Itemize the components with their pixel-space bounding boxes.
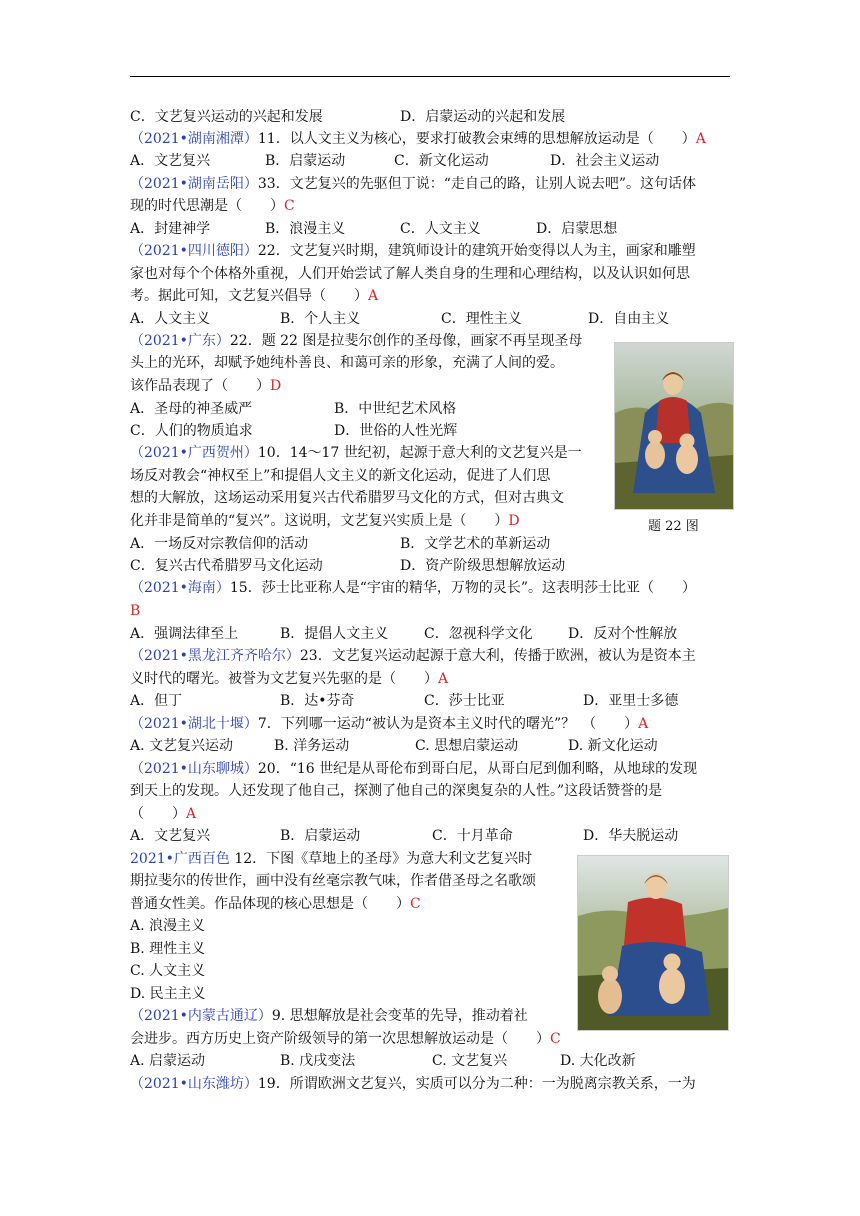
question-text: 9. 思想解放是社会变革的先导，推动着社: [271, 1008, 528, 1024]
answer-option: B．个人主义: [280, 311, 361, 327]
answer-option: D．启蒙运动的兴起和发展: [400, 109, 566, 125]
text-line: [130, 511, 520, 531]
question-source: （2021•四川德阳）: [130, 243, 258, 259]
text-line: [130, 264, 690, 284]
text-line: [130, 871, 536, 891]
answer-option: A．圣母的神圣威严: [130, 401, 253, 417]
answer-option: A. 文艺复兴运动: [130, 738, 234, 754]
question-source: （2021•黑龙江齐齐哈尔）: [130, 648, 300, 664]
text-line: [130, 714, 648, 734]
question-source: （2021•湖南岳阳）: [130, 176, 258, 192]
answer-option: A．封建神学: [130, 221, 211, 237]
question-text: 义时代的曙光。被誉为文艺复兴先驱的是（ ）: [130, 671, 438, 687]
text-line: [130, 939, 205, 959]
question-text: 该作品表现了（ ）: [130, 378, 270, 394]
question-source: （2021•湖北十堰）: [130, 716, 258, 732]
question-text: D. 民主主义: [130, 986, 206, 1002]
text-line: [130, 781, 662, 801]
answer-key: A: [695, 131, 706, 147]
answer-key: A: [438, 671, 449, 687]
question-text: 场反对教会“神权至上”和提倡人文主义的新文化运动，促进了人们思: [130, 468, 551, 484]
text-line: [130, 759, 697, 779]
answer-option: B．浪漫主义: [265, 221, 346, 237]
answer-option: C．十月革命: [432, 828, 513, 844]
text-line: [130, 601, 140, 621]
answer-option: D．自由主义: [588, 311, 670, 327]
text-line: [130, 669, 448, 689]
answer-option: D. 新文化运动: [568, 738, 658, 754]
madonna-goldfinch-painting: [614, 342, 734, 510]
question-text: 7．下列哪一运动“被认为是资本主义时代的曙光”？ （ ）: [257, 716, 639, 732]
answer-option: A．文艺复兴: [130, 828, 211, 844]
answer-option: D．资产阶级思想解放运动: [400, 558, 566, 574]
question-text: 11．以人文主义为核心，要求打破教会束缚的思想解放运动是（ ）: [257, 131, 696, 147]
answer-option: B. 洋务运动: [274, 738, 350, 754]
text-line: [130, 353, 564, 373]
answer-option: A．强调法律至上: [130, 626, 239, 642]
answer-option: C．人文主义: [400, 221, 481, 237]
question-text: 头上的光环，却赋予她纯朴善良、和蔼可亲的形象，充满了人间的爱。: [130, 355, 564, 371]
text-line: [130, 1074, 696, 1094]
answer-option: D．亚里士多德: [583, 693, 679, 709]
answer-option: D. 大化改新: [560, 1053, 636, 1069]
answer-option: A．但丁: [130, 693, 183, 709]
answer-option: D．社会主义运动: [550, 153, 660, 169]
answer-option: B．中世纪艺术风格: [334, 401, 457, 417]
question-text: 19．所谓欧洲文艺复兴，实质可以分为二种：一为脱离宗教关系，一为: [257, 1076, 696, 1092]
answer-option: A．文艺复兴: [130, 153, 211, 169]
answer-option: C. 思想启蒙运动: [415, 738, 519, 754]
text-line: [130, 578, 696, 598]
answer-option: A．一场反对宗教信仰的活动: [130, 536, 309, 552]
text-line: [130, 646, 696, 666]
answer-option: C．新文化运动: [394, 153, 489, 169]
question-text: 考。据此可知，文艺复兴倡导（ ）: [130, 288, 368, 304]
text-line: [130, 196, 295, 216]
answer-option: D．启蒙思想: [536, 221, 618, 237]
answer-key: C: [410, 896, 421, 912]
question-source: （2021•山东潍坊）: [130, 1076, 258, 1092]
answer-option: C．莎士比亚: [424, 693, 505, 709]
answer-option: C．忽视科学文化: [424, 626, 533, 642]
question-source: （2021•广东）: [130, 333, 230, 349]
answer-option: D．华夫脱运动: [583, 828, 679, 844]
text-line: [130, 849, 532, 869]
question-source: （2021•广西贺州）: [130, 445, 258, 461]
text-line: [130, 984, 206, 1004]
text-line: [130, 466, 550, 486]
question-text: 化并非是简单的“复兴”。这说明，文艺复兴实质上是（ ）: [130, 513, 509, 529]
question-text: 普通女性美。作品体现的核心思想是（ ）: [130, 896, 410, 912]
question-source: （2021•山东聊城）: [130, 761, 258, 777]
question-text: 20．“16 世纪是从哥伦布到哥白尼，从哥白尼到伽利略，从地球的发现: [257, 761, 698, 777]
question-text: 现的时代思潮是（ ）: [130, 198, 284, 214]
question-text: 33．文艺复兴的先驱但丁说：“走自己的路，让别人说去吧”。这句话体: [257, 176, 697, 192]
answer-key: A: [186, 806, 197, 822]
answer-option: B．提倡人文主义: [280, 626, 389, 642]
header-rule: [130, 76, 730, 77]
question-text: （ ）: [130, 806, 186, 822]
text-line: [130, 894, 421, 914]
text-line: [130, 376, 281, 396]
text-line: [130, 488, 564, 508]
text-line: [130, 443, 582, 463]
answer-key: D: [270, 378, 282, 394]
question-text: 期拉斐尔的传世作，画中没有丝毫宗教气味，作者借圣母之名歌颂: [130, 873, 536, 889]
answer-option: B．达•芬奇: [280, 693, 355, 709]
answer-option: B. 戊戌变法: [280, 1053, 356, 1069]
question-text: 会进步。西方历史上资产阶级领导的第一次思想解放运动是（ ）: [130, 1031, 550, 1047]
answer-key: A: [368, 288, 379, 304]
question-text: 到天上的发现。人还发现了他自己，探测了他自己的深奥复杂的人性。”这段话赞誉的是: [130, 783, 663, 799]
madonna-meadow-painting: [577, 855, 729, 1031]
text-line: [130, 1029, 561, 1049]
answer-option: C．理性主义: [441, 311, 522, 327]
text-line: [130, 129, 706, 149]
text-line: [130, 241, 696, 261]
question-source: （2021•海南）: [130, 580, 230, 596]
question-text: 23．文艺复兴运动起源于意大利，传播于欧洲，被认为是资本主: [299, 648, 696, 664]
answer-option: B．启蒙运动: [265, 153, 346, 169]
answer-option: D．世俗的人性光辉: [334, 423, 458, 439]
answer-option: C．文艺复兴运动的兴起和发展: [130, 109, 323, 125]
answer-option: C. 文艺复兴: [432, 1053, 508, 1069]
question-text: 想的大解放，这场运动采用复兴古代希腊罗马文化的方式，但对古典文: [130, 490, 564, 506]
question-source: （2021•内蒙古通辽）: [130, 1008, 272, 1024]
text-line: [130, 286, 378, 306]
text-line: [130, 916, 205, 936]
text-line: [130, 1006, 528, 1026]
answer-option: D．反对个性解放: [568, 626, 678, 642]
answer-key: D: [508, 513, 520, 529]
question-text: A. 浪漫主义: [130, 918, 206, 934]
question-source: 2021•广西百色: [130, 851, 230, 867]
answer-option: A．人文主义: [130, 311, 211, 327]
text-line: [130, 174, 696, 194]
answer-option: B．文学艺术的革新运动: [400, 536, 551, 552]
answer-key: C: [284, 198, 295, 214]
answer-option: C．复兴古代希腊罗马文化运动: [130, 558, 323, 574]
answer-key: B: [130, 603, 141, 619]
question-text: 22．题 22 图是拉斐尔创作的圣母像，画家不再呈现圣母: [229, 333, 583, 349]
question-text: 22．文艺复兴时期，建筑师设计的建筑开始变得以人为主，画家和雕塑: [257, 243, 696, 259]
question-text: B. 理性主义: [130, 941, 206, 957]
question-text: 10．14～17 世纪初，起源于意大利的文艺复兴是一: [257, 445, 582, 461]
answer-key: C: [550, 1031, 561, 1047]
question-source: （2021•湖南湘潭）: [130, 131, 258, 147]
answer-option: B．启蒙运动: [280, 828, 361, 844]
figure-caption: 题 22 图: [648, 519, 699, 534]
answer-key: A: [638, 716, 649, 732]
question-text: 家也对每个个体格外重视，人们开始尝试了解人类自身的生理和心理结构，以及认识如何思: [130, 266, 690, 282]
question-text: C. 人文主义: [130, 963, 206, 979]
text-line: [130, 331, 582, 351]
text-line: [130, 804, 196, 824]
question-text: 12．下图《草地上的圣母》为意大利文艺复兴时: [229, 851, 533, 867]
answer-option: A. 启蒙运动: [130, 1053, 206, 1069]
answer-option: C．人们的物质追求: [130, 423, 253, 439]
text-line: [130, 961, 205, 981]
question-text: 15．莎士比亚称人是“宇宙的精华，万物的灵长”。这表明莎士比亚（ ）: [229, 580, 697, 596]
